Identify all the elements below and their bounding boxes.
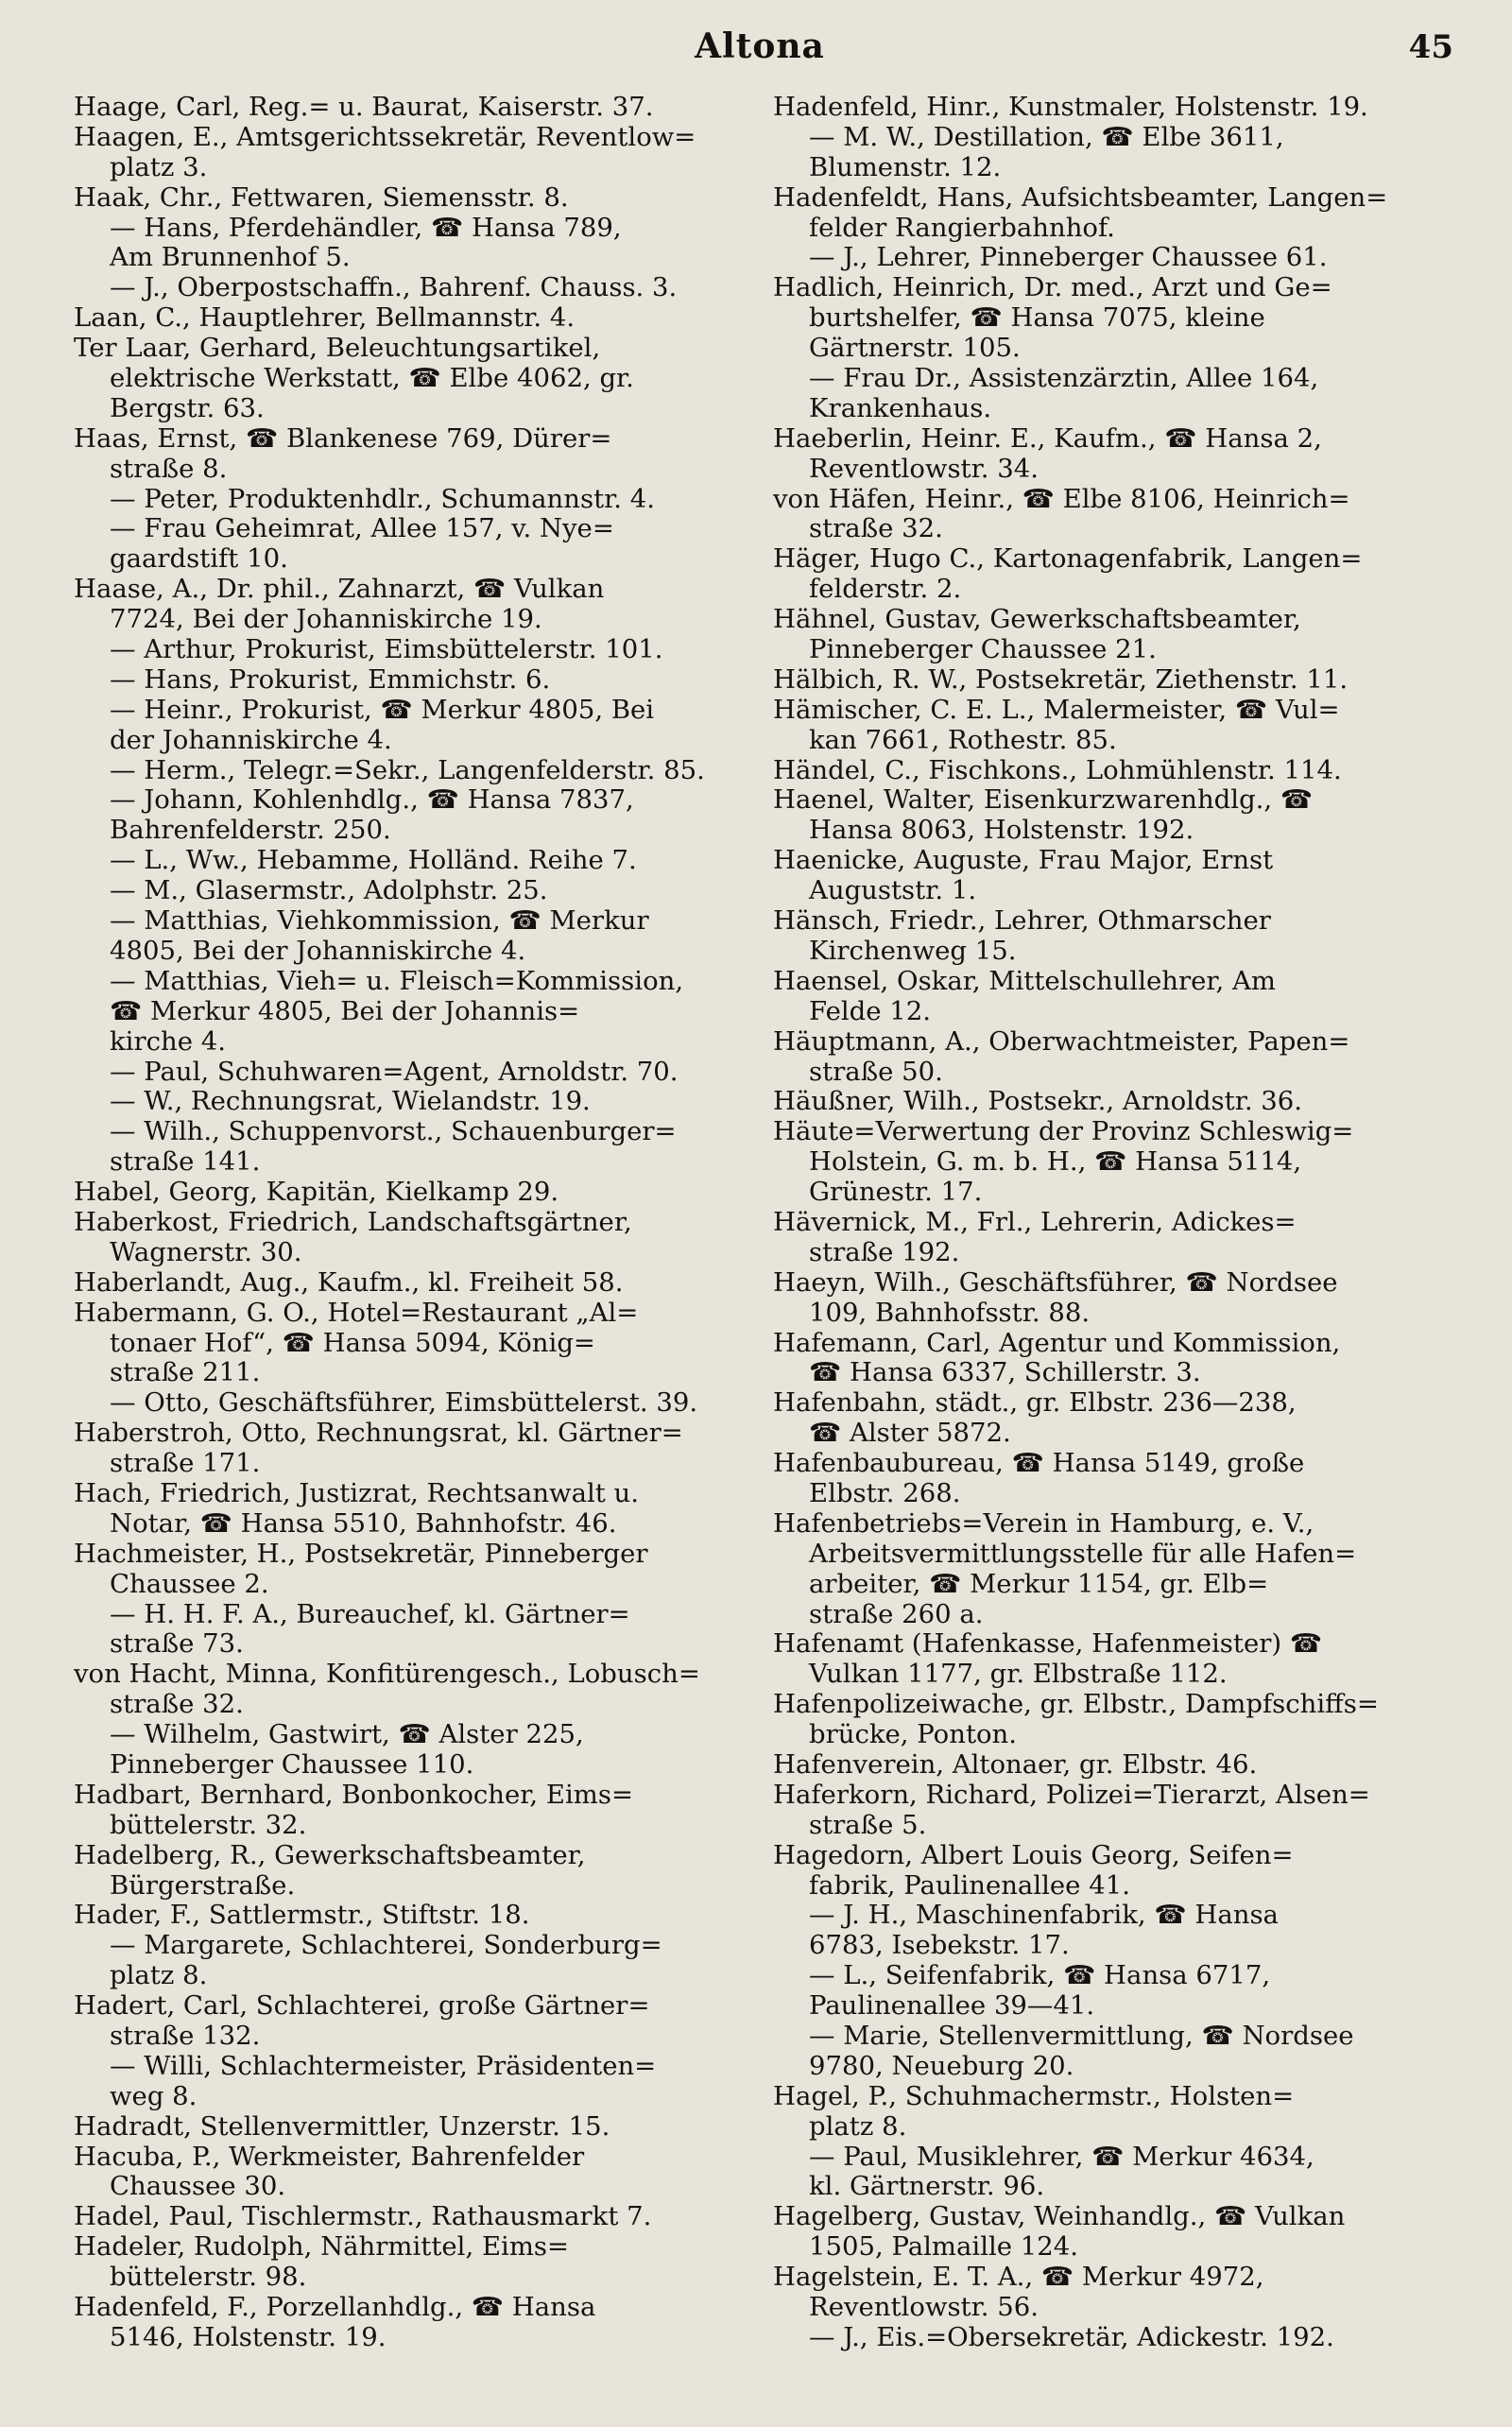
directory-entry-line: büttelerstr. 98.	[110, 2263, 307, 2293]
directory-entry-line: — Frau Geheimrat, Allee 157, v. Nye=	[110, 514, 614, 544]
directory-entry-line: — Paul, Musiklehrer, ☎ Merkur 4634,	[809, 2142, 1314, 2172]
directory-entry-line: Hadel, Paul, Tischlermstr., Rathausmarkt 7.	[74, 2202, 652, 2232]
directory-entry-line: elektrische Werkstatt, ☎ Elbe 4062, gr.	[110, 364, 634, 394]
directory-entry-line: Notar, ☎ Hansa 5510, Bahnhofstr. 46.	[110, 1508, 617, 1539]
directory-entry-line: Hansa 8063, Holstenstr. 192.	[809, 816, 1194, 846]
directory-entry-line: Haenel, Walter, Eisenkurzwarenhdlg., ☎	[773, 785, 1314, 816]
directory-entry-line: ☎ Alster 5872.	[809, 1419, 1011, 1449]
directory-entry-line: Haferkorn, Richard, Polizei=Tierarzt, Alsen=	[773, 1780, 1370, 1810]
directory-entry-line: Haagen, E., Amtsgerichtssekretär, Reventlow=	[74, 122, 696, 152]
directory-entry-line: Hacuba, P., Werkmeister, Bahrenfelder	[74, 2142, 585, 2172]
directory-entry-line: Hach, Friedrich, Justizrat, Rechtsanwalt u.	[74, 1478, 640, 1508]
directory-entry-line: Hadenfeld, F., Porzellanhdlg., ☎ Hansa	[74, 2293, 596, 2323]
directory-entry-line: Hävernick, M., Frl., Lehrerin, Adickes=	[773, 1207, 1297, 1237]
directory-entry-line: Hafenbahn, städt., gr. Elbstr. 236—238,	[773, 1388, 1297, 1419]
directory-entry-line: straße 260 a.	[809, 1599, 984, 1629]
directory-entry-line: 1505, Palmaille 124.	[809, 2232, 1079, 2263]
directory-entry-line: Krankenhaus.	[809, 393, 992, 423]
directory-entry-line: Hagedorn, Albert Louis Georg, Seifen=	[773, 1840, 1294, 1870]
directory-entry-line: straße 8.	[110, 454, 228, 484]
directory-entry-line: Hälbich, R. W., Postsekretär, Ziethenstr. 11.	[773, 664, 1349, 695]
directory-entry-line: Hadenfeldt, Hans, Aufsichtsbeamter, Langen=	[773, 182, 1388, 213]
directory-entry-line: — M. W., Destillation, ☎ Elbe 3611,	[809, 122, 1284, 152]
directory-entry-line: — Johann, Kohlenhdlg., ☎ Hansa 7837,	[110, 785, 634, 816]
directory-entry-line: tonaer Hof“, ☎ Hansa 5094, König=	[110, 1328, 595, 1358]
directory-entry-line: gaardstift 10.	[110, 544, 288, 575]
directory-entry-line: Händel, C., Fischkons., Lohmühlenstr. 114.	[773, 755, 1342, 785]
directory-entry-line: Hachmeister, H., Postsekretär, Pinneberger	[74, 1539, 648, 1569]
directory-entry-line: von Häfen, Heinr., ☎ Elbe 8106, Heinrich=	[773, 484, 1350, 514]
directory-entry-line: Hader, F., Sattlermstr., Stiftstr. 18.	[74, 1901, 530, 1931]
directory-entry-line: Laan, C., Hauptlehrer, Bellmannstr. 4.	[74, 303, 576, 334]
directory-entry-line: — Arthur, Prokurist, Eimsbüttelerstr. 101.	[110, 635, 663, 665]
directory-entry-line: straße 211.	[110, 1358, 261, 1388]
directory-entry-line: Hadbart, Bernhard, Bonbonkocher, Eims=	[74, 1780, 634, 1810]
directory-entry-line: Hänsch, Friedr., Lehrer, Othmarscher	[773, 906, 1271, 937]
directory-entry-line: — M., Glasermstr., Adolphstr. 25.	[110, 876, 548, 906]
directory-entry-line: 4805, Bei der Johanniskirche 4.	[110, 936, 526, 966]
directory-entry-line: platz 8.	[110, 1961, 208, 1991]
left-column	[74, 93, 754, 2353]
directory-entry-line: Hafenbetriebs=Verein in Hamburg, e. V.,	[773, 1508, 1314, 1539]
directory-entry-line: Elbstr. 268.	[809, 1478, 961, 1508]
directory-entry-line: Hafenverein, Altonaer, gr. Elbstr. 46.	[773, 1749, 1258, 1780]
directory-entry-line: Häute=Verwertung der Provinz Schleswig=	[773, 1117, 1354, 1147]
directory-entry-line: kirche 4.	[110, 1026, 226, 1057]
directory-entry-line: kl. Gärtnerstr. 96.	[809, 2172, 1045, 2202]
directory-entry-line: — H. H. F. A., Bureauchef, kl. Gärtner=	[110, 1599, 630, 1629]
directory-entry-line: Hähnel, Gustav, Gewerkschaftsbeamter,	[773, 605, 1301, 635]
page-title: Altona	[695, 26, 825, 66]
directory-entry-line: felderstr. 2.	[809, 575, 962, 605]
directory-entry-line: — J. H., Maschinenfabrik, ☎ Hansa	[809, 1901, 1279, 1931]
directory-entry-line: — Matthias, Viehkommission, ☎ Merkur	[110, 906, 649, 937]
directory-entry-line: Gärtnerstr. 105.	[809, 334, 1021, 364]
directory-entry-line: Chaussee 30.	[110, 2172, 286, 2202]
directory-entry-line: von Hacht, Minna, Konfitürengesch., Lobusch=	[74, 1660, 700, 1690]
directory-entry-line: Hadenfeld, Hinr., Kunstmaler, Holstenstr. 19.	[773, 93, 1368, 122]
directory-entry-line: 7724, Bei der Johanniskirche 19.	[110, 605, 542, 635]
directory-entry-line: straße 132.	[110, 2022, 261, 2051]
directory-entry-line: Haak, Chr., Fettwaren, Siemensstr. 8.	[74, 182, 569, 213]
directory-entry-line: — Frau Dr., Assistenzärztin, Allee 164,	[809, 364, 1319, 394]
directory-entry-line: Bürgerstraße.	[110, 1870, 296, 1901]
directory-entry-line: Reventlowstr. 34.	[809, 454, 1039, 484]
directory-entry-line: arbeiter, ☎ Merkur 1154, gr. Elb=	[809, 1569, 1269, 1599]
directory-entry-line: Bergstr. 63.	[110, 393, 265, 423]
directory-entry-line: — J., Eis.=Obersekretär, Adickestr. 192.	[809, 2322, 1334, 2352]
directory-entry-line: Haberlandt, Aug., Kaufm., kl. Freiheit 58.	[74, 1267, 624, 1298]
directory-entry-line: Holstein, G. m. b. H., ☎ Hansa 5114,	[809, 1147, 1302, 1178]
directory-entry-line: Vulkan 1177, gr. Elbstraße 112.	[809, 1660, 1228, 1690]
directory-entry-line: — Wilhelm, Gastwirt, ☎ Alster 225,	[110, 1720, 584, 1750]
directory-entry-line: — Wilh., Schuppenvorst., Schauenburger=	[110, 1117, 677, 1147]
directory-entry-line: brücke, Ponton.	[809, 1720, 1017, 1750]
directory-entry-line: Reventlowstr. 56.	[809, 2293, 1039, 2323]
directory-entry-line: — Willi, Schlachtermeister, Präsidenten=	[110, 2051, 657, 2081]
directory-entry-line: straße 32.	[110, 1690, 244, 1720]
directory-entry-line: — Peter, Produktenhdlr., Schumannstr. 4.	[110, 484, 655, 514]
directory-entry-line: Haase, A., Dr. phil., Zahnarzt, ☎ Vulkan	[74, 575, 605, 605]
directory-entry-line: ☎ Hansa 6337, Schillerstr. 3.	[809, 1358, 1201, 1388]
directory-entry-line: kan 7661, Rothestr. 85.	[809, 725, 1117, 755]
directory-entry-line: — L., Ww., Hebamme, Holländ. Reihe 7.	[110, 846, 637, 876]
directory-entry-line: Hagel, P., Schuhmachermstr., Holsten=	[773, 2081, 1295, 2111]
directory-entry-line: der Johanniskirche 4.	[110, 725, 392, 755]
directory-entry-line: — W., Rechnungsrat, Wielandstr. 19.	[110, 1087, 591, 1117]
directory-entry-line: Haas, Ernst, ☎ Blankenese 769, Dürer=	[74, 423, 612, 454]
directory-entry-line: 6783, Isebekstr. 17.	[809, 1931, 1070, 1961]
directory-entry-line: Haensel, Oskar, Mittelschullehrer, Am	[773, 966, 1276, 996]
directory-entry-line: Haeberlin, Heinr. E., Kaufm., ☎ Hansa 2,	[773, 423, 1322, 454]
directory-entry-line: straße 32.	[809, 514, 943, 544]
directory-entry-line: straße 73.	[110, 1629, 244, 1660]
directory-entry-line: felder Rangierbahnhof.	[809, 213, 1115, 243]
directory-entry-line: — Marie, Stellenvermittlung, ☎ Nordsee	[809, 2022, 1354, 2051]
directory-entry-line: Ter Laar, Gerhard, Beleuchtungsartikel,	[74, 334, 601, 364]
directory-entry-line: Auguststr. 1.	[809, 876, 977, 906]
right-column	[773, 93, 1453, 2353]
directory-entry-line: Hämischer, C. E. L., Malermeister, ☎ Vul=	[773, 695, 1340, 725]
directory-entry-line: Grünestr. 17.	[809, 1178, 983, 1208]
directory-entry-line: — J., Oberpostschaffn., Bahrenf. Chauss. 3.	[110, 273, 678, 303]
directory-entry-line: — Paul, Schuhwaren=Agent, Arnoldstr. 70.	[110, 1057, 679, 1087]
directory-entry-line: straße 50.	[809, 1057, 943, 1087]
directory-entry-line: straße 141.	[110, 1147, 261, 1178]
directory-entry-line: Hagelberg, Gustav, Weinhandlg., ☎ Vulkan	[773, 2202, 1346, 2232]
directory-entry-line: Habel, Georg, Kapitän, Kielkamp 29.	[74, 1178, 559, 1208]
directory-entry-line: Häuptmann, A., Oberwachtmeister, Papen=	[773, 1026, 1350, 1057]
directory-entry-line: Habermann, G. O., Hotel=Restaurant „Al=	[74, 1298, 639, 1328]
directory-entry-line: 9780, Neueburg 20.	[809, 2051, 1074, 2081]
directory-entry-line: Haage, Carl, Reg.= u. Baurat, Kaiserstr. 37.	[74, 93, 654, 122]
directory-entry-line: Hadradt, Stellenvermittler, Unzerstr. 15.	[74, 2111, 610, 2142]
directory-entry-line: Hadelberg, R., Gewerkschaftsbeamter,	[74, 1840, 586, 1870]
directory-entry-line: Hagelstein, E. T. A., ☎ Merkur 4972,	[773, 2263, 1264, 2293]
directory-entry-line: weg 8.	[110, 2081, 198, 2111]
directory-entry-line: — Margarete, Schlachterei, Sonderburg=	[110, 1931, 662, 1961]
directory-entry-line: Haeyn, Wilh., Geschäftsführer, ☎ Nordsee	[773, 1267, 1338, 1298]
directory-entry-line: büttelerstr. 32.	[110, 1810, 307, 1840]
directory-entry-line: Hadeler, Rudolph, Nährmittel, Eims=	[74, 2232, 570, 2263]
directory-entry-line: — Herm., Telegr.=Sekr., Langenfelderstr. 85.	[110, 755, 705, 785]
directory-entry-line: Haberstroh, Otto, Rechnungsrat, kl. Gärtner=	[74, 1419, 683, 1449]
directory-entry-line: Bahrenfelderstr. 250.	[110, 816, 391, 846]
directory-entry-line: Wagnerstr. 30.	[110, 1237, 302, 1267]
directory-entry-line: fabrik, Paulinenallee 41.	[809, 1870, 1130, 1901]
directory-entry-line: — L., Seifenfabrik, ☎ Hansa 6717,	[809, 1961, 1271, 1991]
directory-entry-line: Am Brunnenhof 5.	[110, 243, 351, 273]
directory-entry-line: — Hans, Prokurist, Emmichstr. 6.	[110, 664, 551, 695]
directory-entry-line: — Heinr., Prokurist, ☎ Merkur 4805, Bei	[110, 695, 655, 725]
directory-entry-line: Häußner, Wilh., Postsekr., Arnoldstr. 36.	[773, 1087, 1303, 1117]
directory-entry-line: Hafemann, Carl, Agentur und Kommission,	[773, 1328, 1341, 1358]
directory-entry-line: Kirchenweg 15.	[809, 936, 1017, 966]
page-header	[66, 21, 1453, 77]
directory-entry-line: — Otto, Geschäftsführer, Eimsbüttelerst. 39.	[110, 1388, 698, 1419]
directory-entry-line: Paulinenallee 39—41.	[809, 1991, 1095, 2022]
directory-entry-line: platz 8.	[809, 2111, 907, 2142]
directory-entry-line: 5146, Holstenstr. 19.	[110, 2322, 387, 2352]
directory-entry-line: Hafenamt (Hafenkasse, Hafenmeister) ☎	[773, 1629, 1323, 1660]
directory-entry-line: — Matthias, Vieh= u. Fleisch=Kommission,	[110, 966, 684, 996]
directory-entry-line: Haberkost, Friedrich, Landschaftsgärtner,	[74, 1207, 632, 1237]
directory-entry-line: straße 5.	[809, 1810, 927, 1840]
directory-entry-line: Felde 12.	[809, 996, 932, 1026]
directory-entry-line: Chaussee 2.	[110, 1569, 269, 1599]
directory-entry-line: Pinneberger Chaussee 110.	[110, 1749, 474, 1780]
directory-entry-line: Hadlich, Heinrich, Dr. med., Arzt und Ge=	[773, 273, 1332, 303]
directory-entry-line: ☎ Merkur 4805, Bei der Johannis=	[110, 996, 580, 1026]
directory-entry-line: 109, Bahnhofsstr. 88.	[809, 1298, 1091, 1328]
directory-entry-line: burtshelfer, ☎ Hansa 7075, kleine	[809, 303, 1265, 334]
directory-entry-line: — J., Lehrer, Pinneberger Chaussee 61.	[809, 243, 1328, 273]
directory-entry-line: Hafenbaubureau, ☎ Hansa 5149, große	[773, 1449, 1305, 1479]
directory-entry-line: — Hans, Pferdehändler, ☎ Hansa 789,	[110, 213, 622, 243]
directory-entry-line: straße 171.	[110, 1449, 261, 1479]
page-number: 45	[1408, 28, 1453, 66]
directory-entry-line: Blumenstr. 12.	[809, 152, 1002, 182]
directory-entry-line: straße 192.	[809, 1237, 960, 1267]
directory-entry-line: Häger, Hugo C., Kartonagenfabrik, Langen=	[773, 544, 1363, 575]
directory-entry-line: Hadert, Carl, Schlachterei, große Gärtner=	[74, 1991, 650, 2022]
directory-entry-line: Arbeitsvermittlungsstelle für alle Hafen=	[809, 1539, 1357, 1569]
directory-entry-line: platz 3.	[110, 152, 208, 182]
directory-entry-line: Hafenpolizeiwache, gr. Elbstr., Dampfschiffs=	[773, 1690, 1379, 1720]
directory-entry-line: Pinneberger Chaussee 21.	[809, 635, 1157, 665]
directory-entry-line: Haenicke, Auguste, Frau Major, Ernst	[773, 846, 1274, 876]
